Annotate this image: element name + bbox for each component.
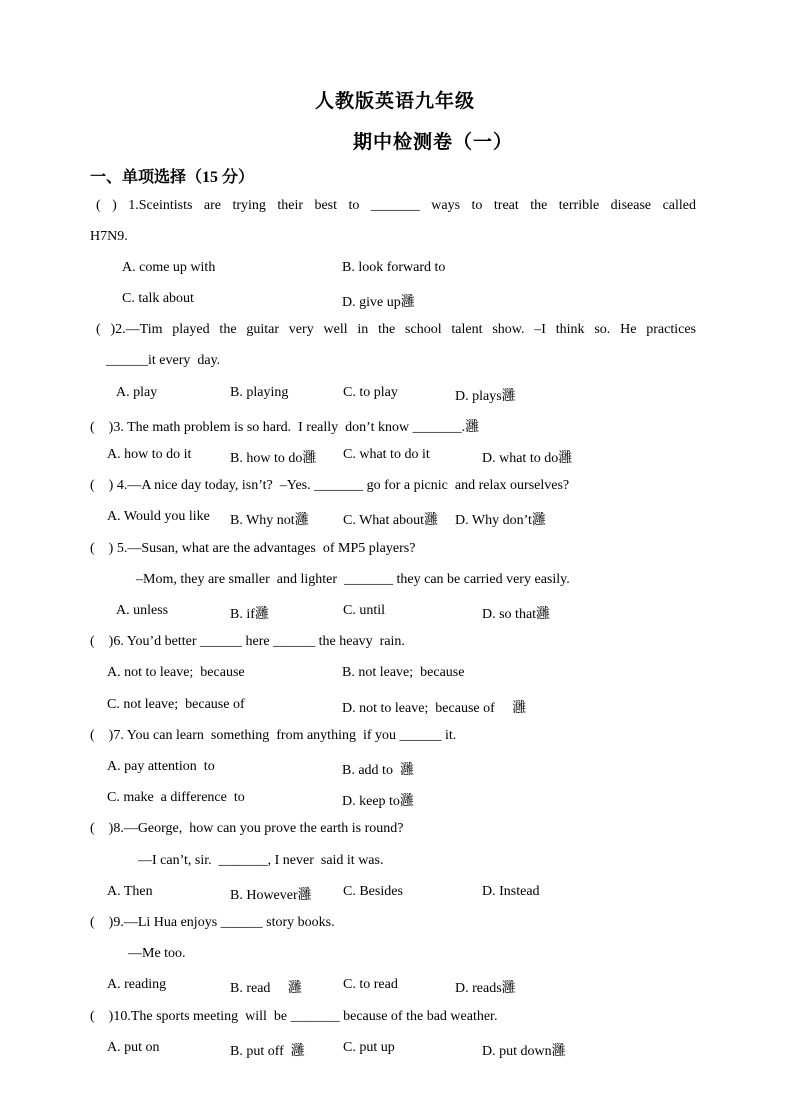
question-6-option-b: B. not leave; because	[342, 665, 465, 680]
question-9-option-a: A. reading	[107, 977, 167, 992]
question-5-option-a: A. unless	[116, 603, 169, 618]
question-10-option-d: D. put down灉	[482, 1044, 566, 1059]
question-1-stem: ( ) 1.Sceintists are trying their best to _______ ways to treat the terrible disease called	[96, 198, 696, 213]
question-3-option-a: A. how to do it	[107, 447, 192, 462]
question-4-option-c: C. What about灉	[343, 513, 439, 528]
question-4-option-b: B. Why not灉	[230, 513, 309, 528]
document-title: 人教版英语九年级	[314, 91, 475, 112]
question-1-stem-cont: H7N9.	[90, 229, 128, 244]
question-6-option-c: C. not leave; because of	[107, 697, 245, 712]
question-9-stem: ( )9.—Li Hua enjoys ______ story books.	[90, 915, 335, 930]
question-10-option-b: B. put off 灉	[230, 1044, 305, 1059]
question-3-option-b: B. how to do灉	[230, 451, 317, 466]
question-3-option-d: D. what to do灉	[482, 451, 573, 466]
question-6-stem: ( )6. You’d better ______ here ______ the heavy rain.	[90, 634, 405, 649]
question-2-stem-cont: ______it every day.	[106, 353, 221, 368]
question-5-option-d: D. so that灉	[482, 607, 551, 622]
question-2-option-c: C. to play	[343, 385, 398, 400]
document-subtitle: 期中检测卷（一）	[352, 132, 513, 153]
question-6-option-d: D. not to leave; because of 灉	[342, 701, 527, 716]
question-3-option-c: C. what to do it	[343, 447, 430, 462]
question-5-stem-cont: –Mom, they are smaller and lighter _______ they can be carried very easily.	[136, 572, 570, 587]
question-6-option-a: A. not to leave; because	[107, 665, 245, 680]
question-2-option-b: B. playing	[230, 385, 289, 400]
question-8-option-b: B. However灉	[230, 888, 312, 903]
question-7-option-b: B. add to 灉	[342, 763, 414, 778]
question-1-option-b: B. look forward to	[342, 260, 446, 275]
question-3-stem: ( )3. The math problem is so hard. I really don’t know _______.灉	[90, 420, 480, 435]
question-2-option-d: D. plays灉	[455, 389, 516, 404]
question-5-option-c: C. until	[343, 603, 386, 618]
question-2-stem: ( )2.—Tim played the guitar very well in the school talent show. –I think so. He practices	[96, 322, 696, 337]
question-7-option-d: D. keep to灉	[342, 794, 414, 809]
question-9-option-b: B. read 灉	[230, 981, 302, 996]
question-7-option-a: A. pay attention to	[107, 759, 215, 774]
question-9-stem-cont: —Me too.	[128, 946, 186, 961]
question-5-option-b: B. if灉	[230, 607, 269, 622]
question-8-stem-cont: —I can’t, sir. _______, I never said it was.	[138, 853, 384, 868]
question-10-option-c: C. put up	[343, 1040, 395, 1055]
question-4-stem: ( ) 4.—A nice day today, isn’t? –Yes. _______ go for a picnic and relax ourselves?	[90, 478, 570, 493]
question-5-stem: ( ) 5.—Susan, what are the advantages of MP5 players?	[90, 541, 416, 556]
question-4-option-d: D. Why don’t灉	[455, 513, 546, 528]
question-10-option-a: A. put on	[107, 1040, 160, 1055]
question-1-option-a: A. come up with	[122, 260, 216, 275]
question-10-stem: ( )10.The sports meeting will be _______ because of the bad weather.	[90, 1009, 498, 1024]
question-4-option-a: A. Would you like	[107, 509, 210, 524]
question-8-stem: ( )8.—George, how can you prove the earth is round?	[90, 821, 404, 836]
question-9-option-c: C. to read	[343, 977, 398, 992]
question-8-option-c: C. Besides	[343, 884, 403, 899]
question-2-option-a: A. play	[116, 385, 158, 400]
question-1-option-d: D. give up灉	[342, 295, 415, 310]
question-7-option-c: C. make a difference to	[107, 790, 245, 805]
question-1-option-c: C. talk about	[122, 291, 194, 306]
question-8-option-a: A. Then	[107, 884, 153, 899]
section-heading: 一、单项选择（15 分）	[90, 169, 255, 186]
question-7-stem: ( )7. You can learn something from anything if you ______ it.	[90, 728, 457, 743]
question-8-option-d: D. Instead	[482, 884, 540, 899]
question-9-option-d: D. reads灉	[455, 981, 516, 996]
